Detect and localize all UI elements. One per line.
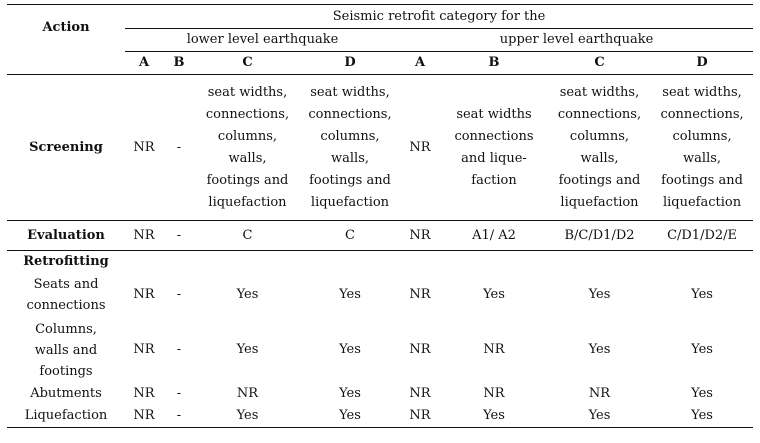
col-upper-c: C — [594, 55, 605, 70]
table-row-screening — [7, 75, 753, 221]
table-cell: NR — [409, 386, 431, 401]
category-header: Seismic retrofit category for the — [125, 5, 753, 29]
row-label-seats: Seats and connections — [26, 277, 106, 313]
row-label-retrofitting: Retrofitting — [23, 254, 109, 269]
table-cell: Yes — [339, 386, 361, 401]
table-cell: C — [345, 227, 355, 243]
upper-level-header: upper level earthquake — [400, 29, 753, 52]
table-cell: C — [242, 227, 253, 243]
seismic-retrofit-table — [7, 4, 753, 428]
table-cell: Yes — [339, 408, 361, 423]
action-header: Action — [42, 20, 90, 36]
table-cell: Yes — [588, 342, 611, 357]
col-lower-d: D — [344, 55, 356, 70]
table-cell: NR — [133, 287, 155, 302]
table-row — [7, 317, 753, 383]
table-cell: Yes — [691, 386, 713, 401]
table-cell: seat widths, connections, columns, walls, footings and liquefaction — [660, 84, 744, 210]
table-cell: Yes — [691, 342, 713, 357]
table-row — [7, 273, 753, 317]
col-lower-a: A — [138, 55, 150, 70]
table-cell: Yes — [483, 287, 505, 302]
table-cell: B/C/D1/D2 — [564, 227, 635, 243]
table-cell: NR — [236, 386, 259, 401]
table-row-evaluation — [7, 221, 753, 251]
table-cell: Yes — [236, 342, 259, 357]
col-upper-d: D — [696, 55, 708, 70]
table-cell: - — [176, 287, 182, 302]
table-cell: NR — [133, 342, 155, 357]
row-label-abutments: Abutments — [30, 386, 102, 401]
row-label-liquefaction: Liquefaction — [24, 408, 108, 423]
table-cell: - — [176, 408, 182, 423]
table-cell: seat widths connections and lique- faction — [454, 106, 534, 188]
col-lower-c: C — [242, 55, 253, 70]
table-cell: Yes — [483, 408, 505, 423]
table-cell: NR — [483, 386, 505, 401]
row-label-columns: Columns, walls and footings — [34, 321, 98, 379]
table-cell: seat widths, connections, columns, walls, footings and liquefaction — [205, 84, 290, 210]
table-cell: NR — [409, 227, 431, 243]
table-cell: - — [176, 386, 182, 401]
table-row — [7, 383, 753, 405]
table-cell: NR — [409, 342, 431, 357]
row-label-evaluation: Evaluation — [27, 227, 105, 243]
table-cell: Yes — [691, 408, 713, 423]
col-lower-b: B — [173, 55, 185, 70]
table-cell: Yes — [339, 287, 361, 302]
table-cell: Yes — [691, 287, 713, 302]
table-cell: - — [176, 342, 182, 357]
table-cell: NR — [409, 287, 431, 302]
table-cell: NR — [483, 342, 505, 357]
table-cell: Yes — [588, 287, 611, 302]
row-label-screening: Screening — [29, 139, 103, 155]
table-cell: NR — [588, 386, 611, 401]
col-upper-a: A — [414, 55, 426, 70]
lower-level-header: lower level earthquake — [125, 29, 400, 52]
table-cell: NR — [133, 139, 155, 155]
table-cell: NR — [133, 408, 155, 423]
table-cell: Yes — [236, 408, 259, 423]
table-cell: Yes — [588, 408, 611, 423]
table-cell: Yes — [236, 287, 259, 302]
table-cell: seat widths, connections, columns, walls, footings and liquefaction — [557, 84, 642, 210]
table-cell: NR — [133, 227, 155, 243]
table-cell: NR — [133, 386, 155, 401]
table-cell: - — [176, 227, 182, 243]
table-cell: seat widths, connections, columns, walls, footings and liquefaction — [308, 84, 392, 210]
col-upper-b: B — [488, 55, 500, 70]
table-cell: Yes — [339, 342, 361, 357]
table-cell: A1/ A2 — [472, 227, 516, 243]
table-cell: NR — [409, 408, 431, 423]
table-cell: C/D1/D2/E — [667, 227, 738, 243]
table-row — [7, 405, 753, 428]
table-row-retrofitting — [7, 251, 753, 274]
table-cell: NR — [409, 139, 431, 155]
table-cell: - — [176, 139, 182, 155]
